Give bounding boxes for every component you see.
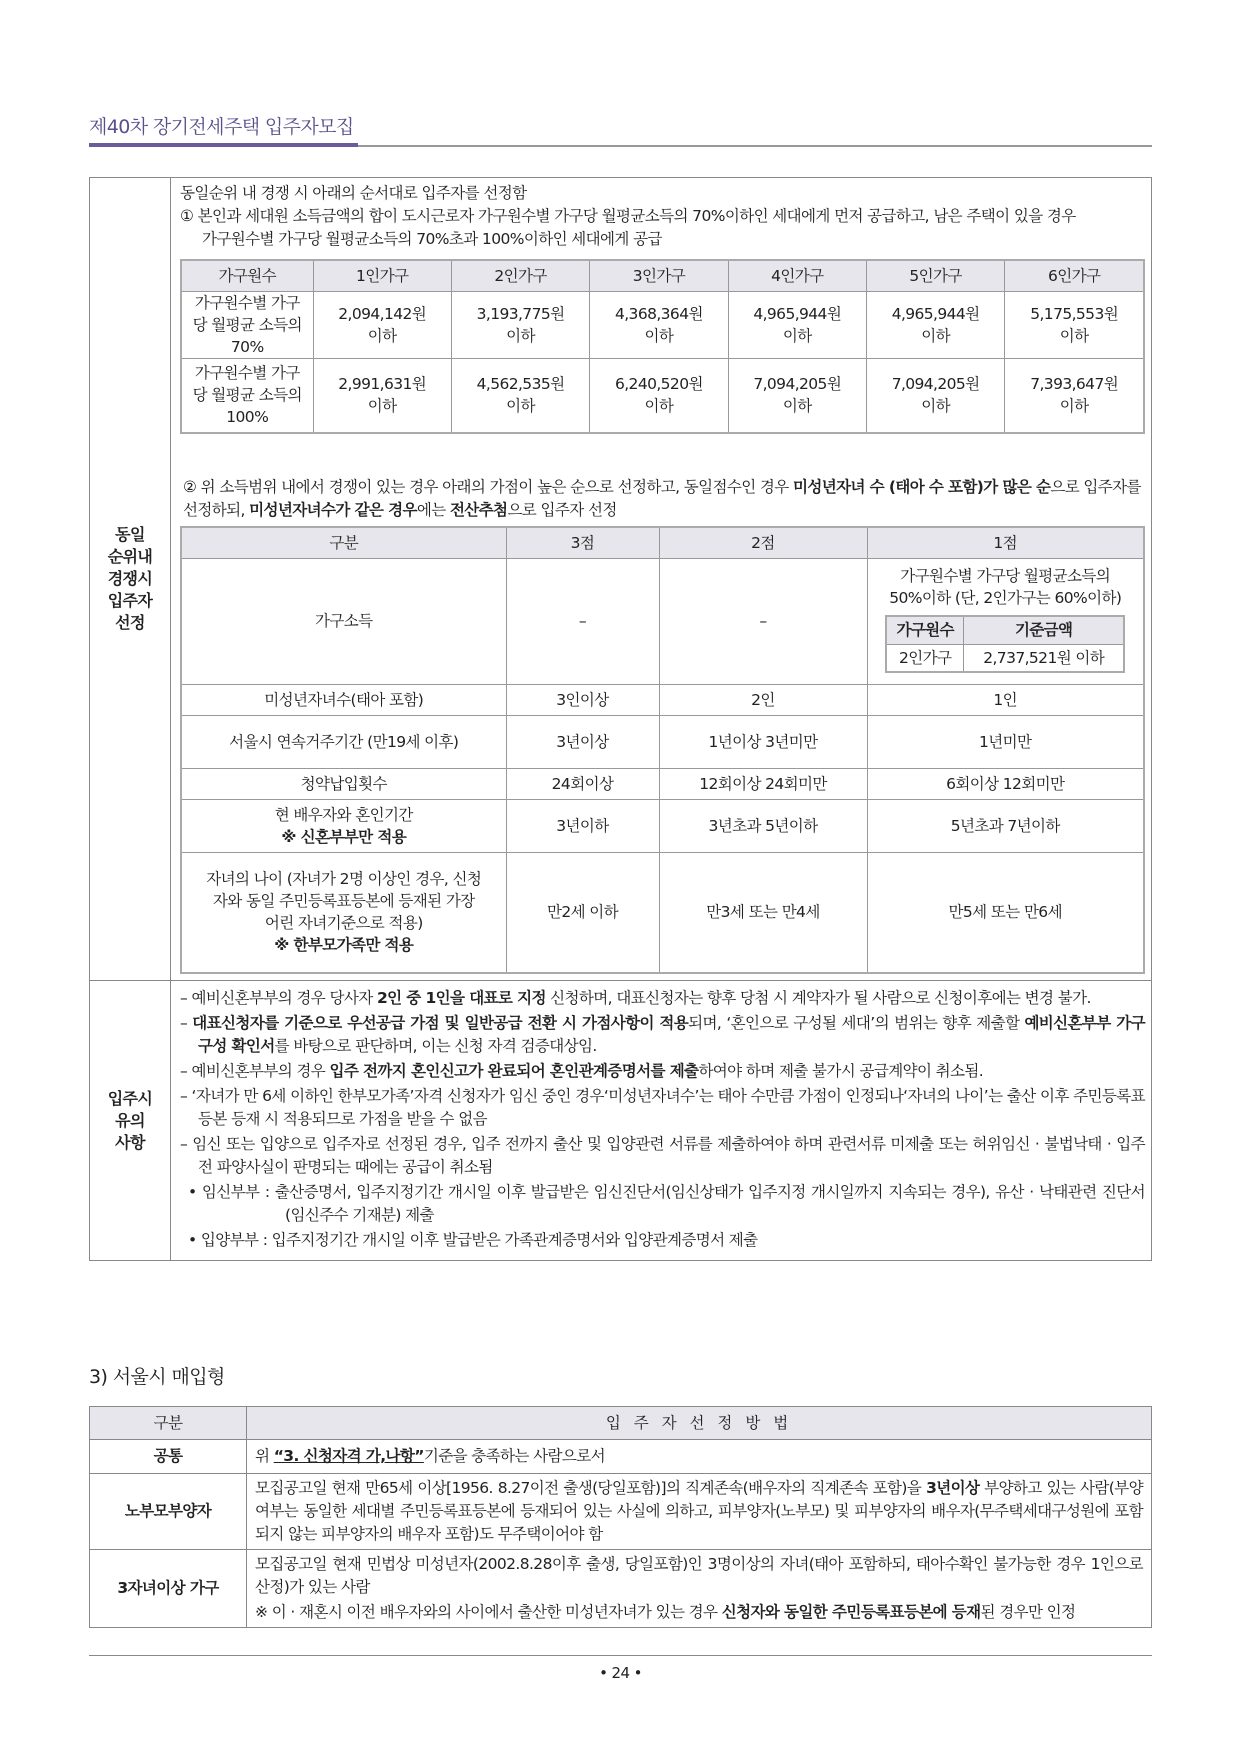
- cell: 1인: [867, 684, 1144, 715]
- row-label: 가구소득: [181, 558, 506, 684]
- text: 부양하고 있는 사람(부양여부는 동일한 세대별 주민등록표등본에 등재되어 있는 사실에 의하고, 피부양자(노부모) 및 피부양자의 배우자(무주택세대구성원에 포함되지 않는 피부양자의 배우자 포함)도 무주택이어야 함: [255, 1479, 1143, 1543]
- cell: [313, 291, 451, 358]
- text: 된 경우만 인정: [980, 1603, 1076, 1621]
- row-label: [181, 715, 506, 768]
- col-header: 기준금액: [964, 616, 1125, 644]
- col-header: 1점: [867, 527, 1144, 558]
- table-row: [181, 799, 1144, 852]
- suffix: 이하: [782, 326, 812, 345]
- intro-text: 동일순위 내 경쟁 시 아래의 순서대로 입주자를 선정함: [180, 184, 527, 202]
- cell: [590, 358, 728, 433]
- suffix: 이하: [506, 326, 535, 345]
- label-note: ※ 신혼부부만 적용: [281, 827, 407, 846]
- suffix: 이하: [921, 397, 950, 416]
- row-label: 노부모부양자: [90, 1474, 247, 1550]
- cell: 1년미만: [867, 715, 1144, 768]
- col-header: 가구원수: [181, 260, 313, 291]
- bold-text: 미성년자녀수가 같은 경우: [249, 501, 417, 519]
- cell: 3년이상: [506, 715, 659, 768]
- cell: [1005, 358, 1144, 433]
- text: 으로 입주자 선정: [507, 501, 617, 519]
- cell: [590, 291, 728, 358]
- suffix: 이하: [921, 326, 950, 345]
- amount: 4,965,944원: [891, 304, 980, 323]
- section-label-notes: 입주시 유의 사항: [90, 981, 171, 1261]
- amount: 5,175,553원: [1030, 304, 1119, 323]
- row-label: [181, 684, 506, 715]
- bullet-item: • 임신부부 : 출산증명서, 입주지정기간 개시일 이후 발급받은 임신진단서(임신상태가 입주지정 개시일까지 지속되는 경우), 유산 · 낙태관련 진단서(임신주수 기재분) 제출: [188, 1183, 1145, 1224]
- suffix: 이하: [367, 397, 397, 416]
- table-row: [181, 558, 1144, 684]
- bold-text: 2인 중 1인을 대표로 지정: [376, 989, 546, 1007]
- rule-1: [180, 205, 1145, 251]
- label-text: 미성년자녀수(태아 포함): [264, 690, 424, 709]
- label-text: 현 배우자와 혼인기간: [274, 805, 413, 824]
- cell: [313, 358, 451, 433]
- cell: [451, 358, 589, 433]
- reference-text: “3. 신청자격 가,나항”: [273, 1447, 424, 1465]
- page-number: • 24 •: [599, 1664, 642, 1682]
- bold-text: 3년이상: [926, 1479, 980, 1497]
- row-label: 3자녀이상 가구: [90, 1550, 247, 1628]
- cell: 3인이상: [506, 684, 659, 715]
- row-label: 가구원수별 가구당 월평균 소득의 100%: [181, 358, 313, 433]
- col-header: 가구원수: [886, 616, 963, 644]
- amount: 7,094,205원: [753, 375, 842, 394]
- amount: 4,965,944원: [753, 304, 842, 323]
- col-header: 1인가구: [313, 260, 451, 291]
- cell: 1년이상 3년미만: [659, 715, 867, 768]
- text: 으로 입주자를 선정하되,: [183, 478, 1141, 519]
- threshold-subtable: [885, 615, 1125, 673]
- row-label: 가구원수별 가구당 월평균 소득의 70%: [181, 291, 313, 358]
- cell: 2,737,521원 이하: [964, 644, 1125, 672]
- cell: [867, 558, 1144, 684]
- label-text: 청약납입횟수: [300, 774, 387, 793]
- table-row: [90, 1550, 1152, 1628]
- text: 모집공고일 현재 만65세 이상[1956. 8.27이전 출생(당일포함)]의 직계존속(배우자의 직계존속 포함)을: [255, 1479, 927, 1497]
- note-item: [180, 1012, 1145, 1058]
- cell-text: 가구원수별 가구당 월평균소득의 50%이하 (단, 2인가구는 60%이하): [889, 567, 1122, 607]
- section-label-tiebreak: 동일 순위내 경쟁시 입주자 선정: [90, 178, 171, 981]
- cell: [451, 291, 589, 358]
- cell: 2인: [659, 684, 867, 715]
- cell: 3년초과 5년이하: [659, 799, 867, 852]
- bold-text: 예비신혼부부 가구구성 확인서: [198, 1014, 1146, 1055]
- table-row: [181, 684, 1144, 715]
- col-header: 구분: [181, 527, 506, 558]
- row-label: [181, 799, 506, 852]
- rule-1-text: ① 본인과 세대원 소득금액의 합이 도시근로자 가구원수별 가구당 월평균소득의 70%이하인 세대에게 먼저 공급하고, 남은 주택이 있을 경우: [180, 207, 1076, 225]
- table-row: [181, 358, 1144, 433]
- note: [255, 1601, 1143, 1624]
- seoul-purchase-table: [89, 1406, 1152, 1628]
- note-item: – ‘자녀가 만 6세 이하인 한부모가족’자격 신청자가 임신 중인 경우‘미성년자녀수’는 태아 수만큼 가점이 인정되나‘자녀의 나이’는 출산 이후 주민등록표등본 등재 시 적용되므로 가점을 받을 수 없음: [180, 1087, 1145, 1128]
- suffix: 이하: [1059, 326, 1089, 345]
- amount: 2,094,142원: [338, 304, 427, 323]
- col-header: 6인가구: [1005, 260, 1144, 291]
- cell: 만3세 또는 만4세: [659, 852, 867, 973]
- notes-content: [171, 981, 1152, 1261]
- header-accent-bar: [89, 143, 358, 147]
- table-row: [90, 1474, 1152, 1550]
- footer-divider: [89, 1655, 1152, 1656]
- label-note: ※ 한부모가족만 적용: [274, 936, 414, 955]
- col-header: 구분: [90, 1407, 247, 1440]
- table-row: [181, 291, 1144, 358]
- text: –: [180, 1014, 193, 1032]
- col-header: 4인가구: [728, 260, 866, 291]
- tiebreak-content: [171, 178, 1152, 981]
- bold-text: 신청자와 동일한 주민등록표등본에 등재: [721, 1603, 981, 1621]
- cell: [247, 1550, 1152, 1628]
- cell: [866, 291, 1004, 358]
- text: ※ 이 · 재혼시 이전 배우자와의 사이에서 출산한 미성년자녀가 있는 경우: [255, 1603, 722, 1621]
- text: 기준을 충족하는 사람으로서: [423, 1447, 605, 1465]
- suffix: 이하: [644, 397, 674, 416]
- text: – 예비신혼부부의 경우: [180, 1062, 330, 1080]
- rule-2: [183, 476, 1145, 522]
- label-text: 자녀의 나이 (자녀가 2명 이상인 경우, 신청자와 동일 주민등록표등본에 등재된 가장 어린 자녀기준으로 적용): [206, 870, 482, 933]
- score-table: [180, 526, 1145, 974]
- bold-text: 대표신청자를 기준으로 우선공급 가점 및 일반공급 전환 시 가점사항이 적용: [192, 1014, 689, 1032]
- bold-text: 입주 전까지 혼인신고가 완료되어 혼인관계증명서를 제출: [329, 1062, 699, 1080]
- note-item: [180, 1060, 1145, 1083]
- cell: 6회이상 12회미만: [867, 768, 1144, 799]
- amount: 2,991,631원: [338, 375, 427, 394]
- text: 위: [255, 1447, 274, 1465]
- section-title: 3) 서울시 매입형: [89, 1366, 225, 1388]
- text: 되며, ‘혼인으로 구성될 세대’의 범위는 향후 제출할: [688, 1014, 1025, 1032]
- col-header: 3인가구: [590, 260, 728, 291]
- text: ② 위 소득범위 내에서 경쟁이 있는 경우 아래의 가점이 높은 순으로 선정하고, 동일점수인 경우: [183, 478, 794, 496]
- text: – 예비신혼부부의 경우 당사자: [180, 989, 377, 1007]
- text: 를 바탕으로 판단하며, 이는 신청 자격 검증대상임.: [274, 1037, 597, 1055]
- cell: 24회이상: [506, 768, 659, 799]
- cell: 12회이상 24회미만: [659, 768, 867, 799]
- bold-text: 미성년자녀 수 (태아 수 포함)가 많은 순: [793, 478, 1051, 496]
- cell: [247, 1440, 1152, 1474]
- cell: –: [506, 558, 659, 684]
- suffix: 이하: [506, 397, 535, 416]
- amount: 3,193,775원: [476, 304, 565, 323]
- suffix: 이하: [782, 397, 812, 416]
- suffix: 이하: [367, 326, 397, 345]
- table-row: [90, 1440, 1152, 1474]
- table-row: [181, 852, 1144, 973]
- col-header: 3점: [506, 527, 659, 558]
- cell: 3년이하: [506, 799, 659, 852]
- bullet-item: • 입양부부 : 입주지정기간 개시일 이후 발급받은 가족관계증명서와 입양관계증명서 제출: [188, 1231, 758, 1249]
- text: 에는: [416, 501, 450, 519]
- cell: 5년초과 7년이하: [867, 799, 1144, 852]
- cell: [728, 291, 866, 358]
- cell: –: [659, 558, 867, 684]
- income-table: [180, 259, 1145, 434]
- table-row: [181, 715, 1144, 768]
- col-header: 입 주 자 선 정 방 법: [247, 1407, 1152, 1440]
- cell: [247, 1474, 1152, 1550]
- amount: 6,240,520원: [614, 375, 703, 394]
- text: 하여야 하며 제출 불가시 공급계약이 취소됨.: [698, 1062, 984, 1080]
- cell: 2인가구: [886, 644, 963, 672]
- row-label: 공통: [90, 1440, 247, 1474]
- document-header: 제40차 장기전세주택 입주자모집: [89, 116, 354, 138]
- cell: [1005, 291, 1144, 358]
- col-header: 2점: [659, 527, 867, 558]
- text: 신청하며, 대표신청자는 향후 당첨 시 계약자가 될 사람으로 신청이후에는 변경 불가.: [545, 989, 1091, 1007]
- amount: 4,368,364원: [614, 304, 703, 323]
- bold-text: 전산추첨: [449, 501, 508, 519]
- rule-1-cont: 가구원수별 가구당 월평균소득의 70%초과 100%이하인 세대에게 공급: [202, 230, 662, 248]
- row-label: [181, 768, 506, 799]
- cell: [866, 358, 1004, 433]
- cell: 만2세 이하: [506, 852, 659, 973]
- text: 모집공고일 현재 민법상 미성년자(2002.8.28이후 출생, 당일포함)인 3명이상의 자녀(태아 포함하되, 태아수확인 불가능한 경우 1인으로 산정)가 있는 사람: [255, 1555, 1143, 1596]
- suffix: 이하: [1059, 397, 1089, 416]
- selection-table: [89, 177, 1152, 1261]
- amount: 4,562,535원: [476, 375, 565, 394]
- amount: 7,094,205원: [891, 375, 980, 394]
- table-row: [181, 768, 1144, 799]
- col-header: 5인가구: [866, 260, 1004, 291]
- cell: 만5세 또는 만6세: [867, 852, 1144, 973]
- note-item: – 임신 또는 입양으로 입주자로 선정된 경우, 입주 전까지 출산 및 입양관련 서류를 제출하여야 하며 관련서류 미제출 또는 허위임신 · 불법낙태 · 입주 전 파양사실이 판명되는 때에는 공급이 취소됨: [180, 1135, 1145, 1176]
- col-header: 2인가구: [451, 260, 589, 291]
- amount: 7,393,647원: [1030, 375, 1119, 394]
- note-item: [180, 987, 1145, 1010]
- suffix: 이하: [644, 326, 674, 345]
- cell: [728, 358, 866, 433]
- label-text: 서울시 연속거주기간 (만19세 이후): [229, 732, 459, 751]
- row-label: [181, 852, 506, 973]
